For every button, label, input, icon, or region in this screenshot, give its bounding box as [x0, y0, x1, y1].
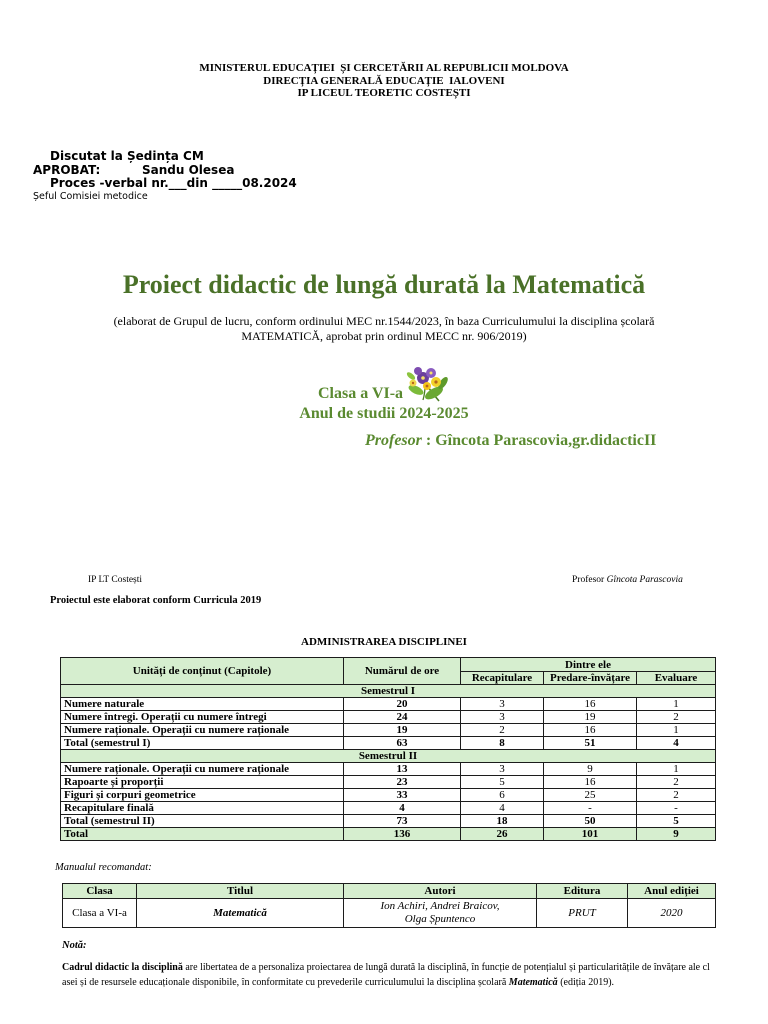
header-units: Unități de conținut (Capitole) [61, 658, 344, 685]
subtitle-line-2: MATEMATICĂ, aprobat prin ordinul MECC nr. 906/2019) [241, 329, 527, 343]
cell-title: Matematică [137, 899, 344, 928]
textbook-header-row [63, 884, 716, 899]
administration-table [60, 657, 716, 841]
cell-unit: Numere întregi. Operații cu numere întregi [61, 711, 344, 724]
cell-unit: Recapitulare finală [61, 802, 344, 815]
cell-unit: Numere naturale [61, 698, 344, 711]
cell-teach: 9 [544, 763, 637, 776]
minutes-line: Proces -verbal nr.___din _____08.2024 [50, 176, 297, 190]
footer-teacher-label: Profesor [572, 575, 605, 585]
cell-unit: Total [61, 828, 344, 841]
curriculum-note: Proiectul este elaborat conform Curricula 2019 [50, 595, 262, 606]
school-year: Anul de studii 2024-2025 [299, 405, 469, 422]
page-subtitle [0, 314, 768, 344]
cell-publisher: PRUT [537, 899, 628, 928]
cell-unit: Total (semestrul II) [61, 815, 344, 828]
cell-hours: 4 [344, 802, 461, 815]
cell-eval: 1 [637, 763, 716, 776]
cell-teach: 51 [544, 737, 637, 750]
table-row [61, 763, 716, 776]
cell-hours: 24 [344, 711, 461, 724]
semester-label: Semestrul I [61, 685, 716, 698]
cell-recap: 3 [461, 711, 544, 724]
note-label: Notă: [62, 940, 87, 951]
cell-unit: Numere raționale. Operații cu numere raționale [61, 763, 344, 776]
table-row [61, 724, 716, 737]
cell-unit: Figuri și corpuri geometrice [61, 789, 344, 802]
cell-teach: 16 [544, 776, 637, 789]
approver-role: Șeful Comisiei metodice [33, 191, 148, 202]
header-teach: Predare-învățare [544, 672, 637, 685]
cell-hours: 33 [344, 789, 461, 802]
direction-name: DIRECȚIA GENERALĂ EDUCAȚIE IALOVENI [263, 74, 505, 87]
cell-hours: 19 [344, 724, 461, 737]
cell-hours: 23 [344, 776, 461, 789]
cell-hours: 136 [344, 828, 461, 841]
cell-recap: 8 [461, 737, 544, 750]
subtitle-line-1: (elaborat de Grupul de lucru, conform ordinului MEC nr.1544/2023, în baza Curriculumului la disciplina școlară [113, 314, 655, 328]
approved-label: APROBAT: [33, 163, 101, 177]
author-line-2: Olga Șpuntenco [404, 913, 476, 925]
cell-authors [344, 899, 537, 928]
header-hours: Numărul de ore [344, 658, 461, 685]
cell-teach: - [544, 802, 637, 815]
ministry-name: MINISTERUL EDUCAȚIEI ȘI CERCETĂRII AL REPUBLICII MOLDOVA [199, 62, 569, 74]
cell-eval: 4 [637, 737, 716, 750]
page-title: Proiect didactic de lungă durată la Matematică [122, 270, 646, 299]
school-name: IP LICEUL TEORETIC COSTEȘTI [297, 87, 471, 100]
approved-name: Sandu Olesea [142, 163, 235, 177]
header-class: Clasa [63, 884, 137, 899]
textbook-label: Manualul recomandat: [55, 862, 152, 873]
table-row [61, 789, 716, 802]
author-line-1: Ion Achiri, Andrei Braicov, [380, 900, 500, 912]
cell-recap: 4 [461, 802, 544, 815]
note-body: are libertatea de a personaliza proiectarea de lungă durată la disciplină, în funcție de potențialul și particularitățile de învățare ale clasei și de resursele educaționale disponibile, în conformitate cu prevederile curriculumului la disciplina școlară [62, 962, 710, 988]
cell-unit: Rapoarte și proporții [61, 776, 344, 789]
note-edition: (ediția 2019). [557, 976, 615, 988]
semester-row [61, 750, 716, 763]
flower-bouquet-icon [403, 366, 451, 402]
semester-row [61, 685, 716, 698]
header-authors: Autori [344, 884, 537, 899]
cell-teach: 19 [544, 711, 637, 724]
cell-recap: 26 [461, 828, 544, 841]
footer-teacher-name: Gîncota Parascovia [606, 575, 683, 585]
teacher-name: : Gîncota Parascovia,gr.didacticII [425, 432, 657, 449]
cell-teach: 16 [544, 724, 637, 737]
footer-school: IP LT Costești [88, 575, 143, 585]
cell-unit: Total (semestrul I) [61, 737, 344, 750]
cell-hours: 13 [344, 763, 461, 776]
cell-teach: 101 [544, 828, 637, 841]
institution-header [0, 62, 768, 100]
cell-recap: 3 [461, 763, 544, 776]
semester-total-row [61, 737, 716, 750]
cell-teach: 25 [544, 789, 637, 802]
cell-recap: 18 [461, 815, 544, 828]
admin-table-title: ADMINISTRAREA DISCIPLINEI [301, 636, 467, 648]
cell-eval: 2 [637, 711, 716, 724]
textbook-table [62, 883, 716, 928]
footer-teacher [572, 574, 683, 586]
cell-eval: 1 [637, 724, 716, 737]
semester-label: Semestrul II [61, 750, 716, 763]
table-row [61, 698, 716, 711]
table-row [61, 776, 716, 789]
cell-hours: 20 [344, 698, 461, 711]
cell-unit: Numere raționale. Operații cu numere raționale [61, 724, 344, 737]
table-header-row [61, 658, 716, 672]
header-eval: Evaluare [637, 672, 716, 685]
cell-hours: 63 [344, 737, 461, 750]
textbook-row [63, 899, 716, 928]
note-lead: Cadrul didactic la disciplină [62, 962, 183, 973]
cell-class: Clasa a VI-a [63, 899, 137, 928]
header-year: Anul ediției [628, 884, 716, 899]
cell-recap: 3 [461, 698, 544, 711]
teacher-label: Profesor [365, 432, 422, 449]
table-row [61, 711, 716, 724]
cell-teach: 50 [544, 815, 637, 828]
cell-eval: - [637, 802, 716, 815]
note-paragraph [62, 961, 714, 990]
semester-total-row [61, 815, 716, 828]
cell-eval: 9 [637, 828, 716, 841]
cell-eval: 1 [637, 698, 716, 711]
cell-recap: 6 [461, 789, 544, 802]
header-publisher: Editura [537, 884, 628, 899]
cell-recap: 2 [461, 724, 544, 737]
discussed-line: Discutat la Ședința CM [50, 149, 204, 163]
header-title: Titlul [137, 884, 344, 899]
header-among: Dintre ele [461, 658, 716, 672]
cell-teach: 16 [544, 698, 637, 711]
table-row [61, 802, 716, 815]
cell-recap: 5 [461, 776, 544, 789]
grand-total-row [61, 828, 716, 841]
cell-eval: 2 [637, 789, 716, 802]
cell-hours: 73 [344, 815, 461, 828]
cell-eval: 5 [637, 815, 716, 828]
teacher-line [365, 432, 656, 450]
header-recap: Recapitulare [461, 672, 544, 685]
class-label: Clasa a VI-a [318, 385, 404, 402]
cell-year: 2020 [628, 899, 716, 928]
note-subject: Matematică [508, 976, 558, 988]
cell-eval: 2 [637, 776, 716, 789]
